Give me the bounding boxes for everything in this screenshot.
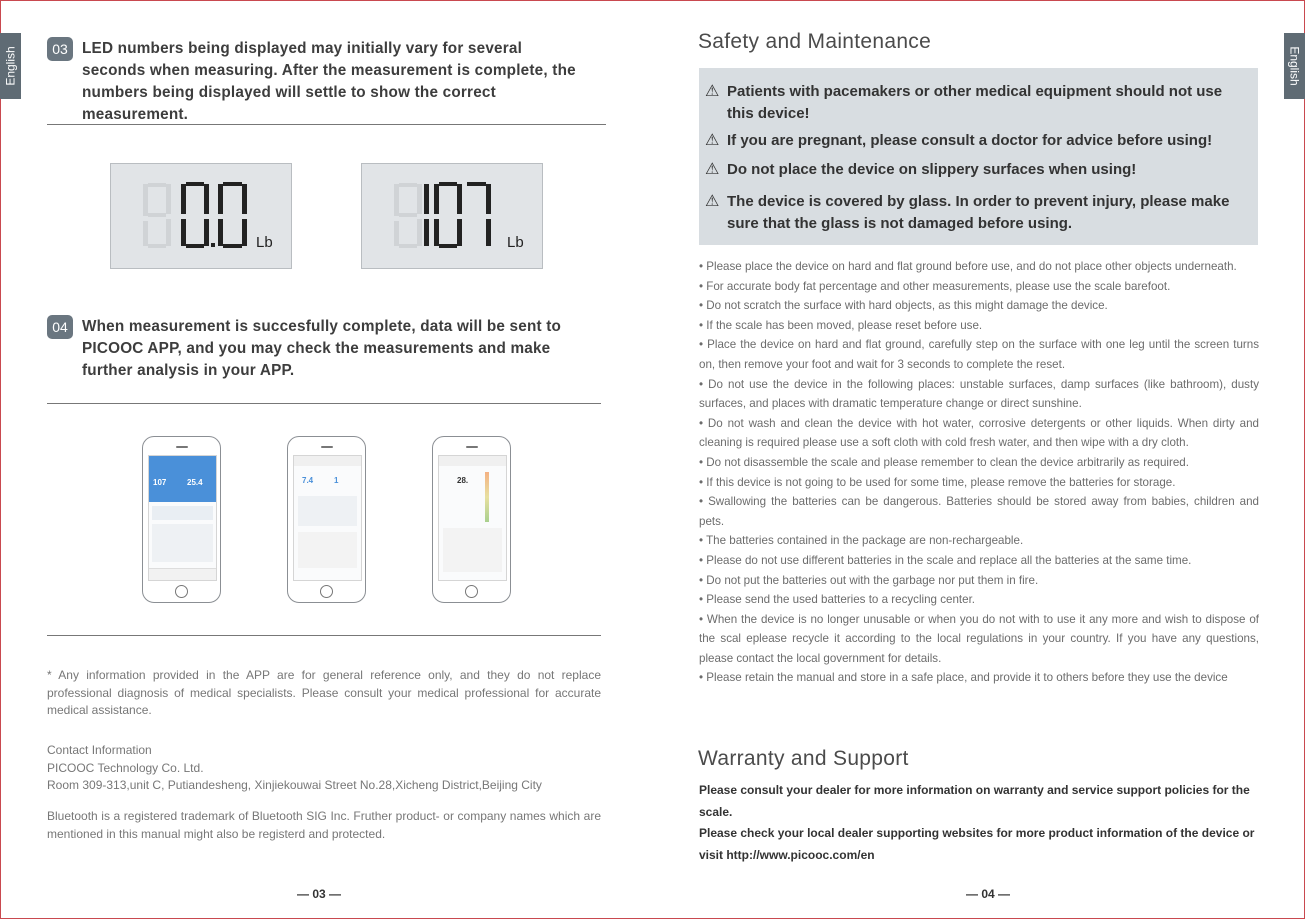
app-screen-report: [293, 455, 362, 581]
warranty-line: Please consult your dealer for more information on warranty and service support policies for the scale.: [699, 783, 1250, 819]
bullet-item: • If the scale has been moved, please reset before use.: [699, 318, 983, 332]
contact-label: Contact Information: [47, 743, 152, 757]
app-text-block: [443, 528, 502, 572]
phone-speaker: [321, 446, 333, 448]
warning-triangle-icon: ⚠: [705, 193, 720, 210]
contact-company: PICOOC Technology Co. Ltd.: [47, 760, 204, 775]
warning-triangle-icon: ⚠: [705, 83, 720, 100]
app-screen-detail: [438, 455, 507, 581]
bullet-item: • For accurate body fat percentage and other measurements, please use the scale barefoot.: [699, 279, 1171, 293]
phone-2: [287, 436, 366, 603]
divider: [47, 403, 601, 404]
phone-1: [142, 436, 221, 603]
bullet-item: • Swallowing the batteries can be dangerous. Batteries should be stored away from babies, children and pets.: [699, 495, 1259, 528]
language-tab-right: [1284, 33, 1305, 99]
app-screen-dashboard: [148, 455, 217, 581]
step-04-text: When measurement is succesfully complete, data will be sent to PICOOC APP, and you may check the measurements and make further analysis in your APP.: [82, 318, 562, 379]
app-card: [152, 524, 213, 562]
app-value: 7.4: [302, 476, 314, 485]
unit-label: Lb: [256, 234, 273, 251]
app-value: 1: [334, 476, 339, 485]
bullet-item: • If this device is not going to be used for some time, please remove the batteries for storage.: [699, 475, 1176, 489]
unit-label: Lb: [507, 234, 524, 251]
app-card: [152, 506, 213, 520]
app-tab-bar: [149, 568, 216, 581]
bullet-item: • Do not put the batteries out with the garbage nor put them in fire.: [699, 573, 1039, 587]
page-number-left: — 03 —: [297, 887, 342, 901]
warning-item: [705, 130, 1245, 152]
bullet-item: • Do not scratch the surface with hard objects, as this might damage the device.: [699, 299, 1108, 313]
warranty-line: Please check your local dealer supporting websites for more product information of the device or visit http://www.picooc.com/en: [699, 826, 1255, 862]
app-value: 25.4: [187, 478, 203, 487]
lcd-display-1: [110, 163, 292, 269]
page-number-right: — 04 —: [966, 887, 1011, 901]
app-header: [439, 456, 506, 466]
safety-title: Safety and Maintenance: [698, 30, 932, 53]
divider: [47, 635, 601, 636]
warranty-title: Warranty and Support: [698, 747, 909, 770]
warning-text: Do not place the device on slippery surfaces when using!: [727, 161, 1137, 178]
step-04: [47, 316, 607, 382]
lcd-digits-image: [111, 164, 291, 268]
language-tab-left: [0, 33, 21, 99]
app-gauge: [485, 472, 489, 522]
phone-speaker: [466, 446, 478, 448]
warning-item: [705, 159, 1245, 181]
safety-bullet-list: [699, 257, 1259, 688]
warning-item: [705, 191, 1245, 235]
app-list: [298, 532, 357, 568]
bullet-item: • Please send the used batteries to a recycling center.: [699, 593, 976, 607]
language-tab-label: English: [1287, 46, 1302, 86]
bullet-item: • Please retain the manual and store in a safe place, and provide it to others before they use the device: [699, 671, 1228, 685]
bullet-item: • The batteries contained in the package are non-rechargeable.: [699, 534, 1024, 548]
warranty-text: [699, 780, 1264, 866]
language-tab-label: English: [3, 46, 18, 86]
phone-speaker: [176, 446, 188, 448]
warning-triangle-icon: ⚠: [705, 161, 720, 178]
app-value: 28.: [457, 476, 469, 485]
lcd-display-2: [361, 163, 543, 269]
step-03-text: LED numbers being displayed may initially vary for several seconds when measuring. After the measurement is complete, the numbers being displayed will settle to show the correct measurement.: [82, 40, 576, 123]
phone-home-button: [320, 585, 333, 598]
app-card: [298, 496, 357, 526]
bullet-item: • Place the device on hard and flat ground, carefully step on the surface with one leg until the screen turns on, then remove your foot and wait for 3 seconds to complete the reset.: [699, 338, 1259, 371]
bullet-item: • Do not wash and clean the device with hot water, corrosive detergents or other liquids. When dirty and cleaning is required please use a soft cloth with cold fresh water, and then wipe with a dry cloth.: [699, 416, 1259, 450]
contact-information: [47, 742, 607, 795]
warning-box: [699, 68, 1258, 245]
phone-home-button: [465, 585, 478, 598]
bullet-item: • Please place the device on hard and flat ground before use, and do not place other objects underneath.: [699, 260, 1237, 273]
bullet-item: • Please do not use different batteries in the scale and replace all the batteries at the same time.: [699, 553, 1192, 567]
warning-text: Patients with pacemakers or other medical equipment should not use this device!: [727, 83, 1223, 122]
warning-item: [705, 81, 1225, 125]
trademark-note: Bluetooth is a registered trademark of Bluetooth SIG Inc. Fruther product- or company names which are mentioned in this manual might also be registerd and protected.: [47, 809, 601, 841]
divider: [47, 124, 606, 125]
bullet-item: • Do not disassemble the scale and please remember to clean the device arbitrarily as required.: [699, 455, 1189, 469]
step-number-badge: 03: [47, 37, 73, 61]
app-header: [294, 456, 361, 466]
app-value: 107: [153, 478, 167, 487]
bullet-item: • Do not use the device in the following places: unstable surfaces, damp surfaces (like bathroom), dusty surfaces, and places with dramatic temperature change or direct sunshine.: [699, 377, 1259, 411]
phone-3: [432, 436, 511, 603]
step-03: [47, 38, 607, 126]
disclaimer: * Any information provided in the APP are for general reference only, and they do not replace professional diagnosis of medical specialists. Please consult your medical professional for accurate medical assistance.: [47, 668, 601, 717]
warning-triangle-icon: ⚠: [705, 132, 720, 149]
warning-text: The device is covered by glass. In order to prevent injury, please make sure that the glass is not damaged before using.: [727, 193, 1230, 232]
phone-home-button: [175, 585, 188, 598]
lcd-digits-image: [362, 164, 542, 268]
contact-address: Room 309-313,unit C, Putiandesheng, Xinjiekouwai Street No.28,Xicheng District,Beijing City: [47, 778, 542, 792]
bullet-item: • When the device is no longer unusable or when you do not with to use it any more and wish to dispose of the scal eplease recycle it according to the local regulations in your country. If you have any questions, please contact the local government for details.: [699, 612, 1259, 665]
step-number-badge: 04: [47, 315, 73, 339]
warning-text: If you are pregnant, please consult a doctor for advice before using!: [727, 132, 1213, 149]
